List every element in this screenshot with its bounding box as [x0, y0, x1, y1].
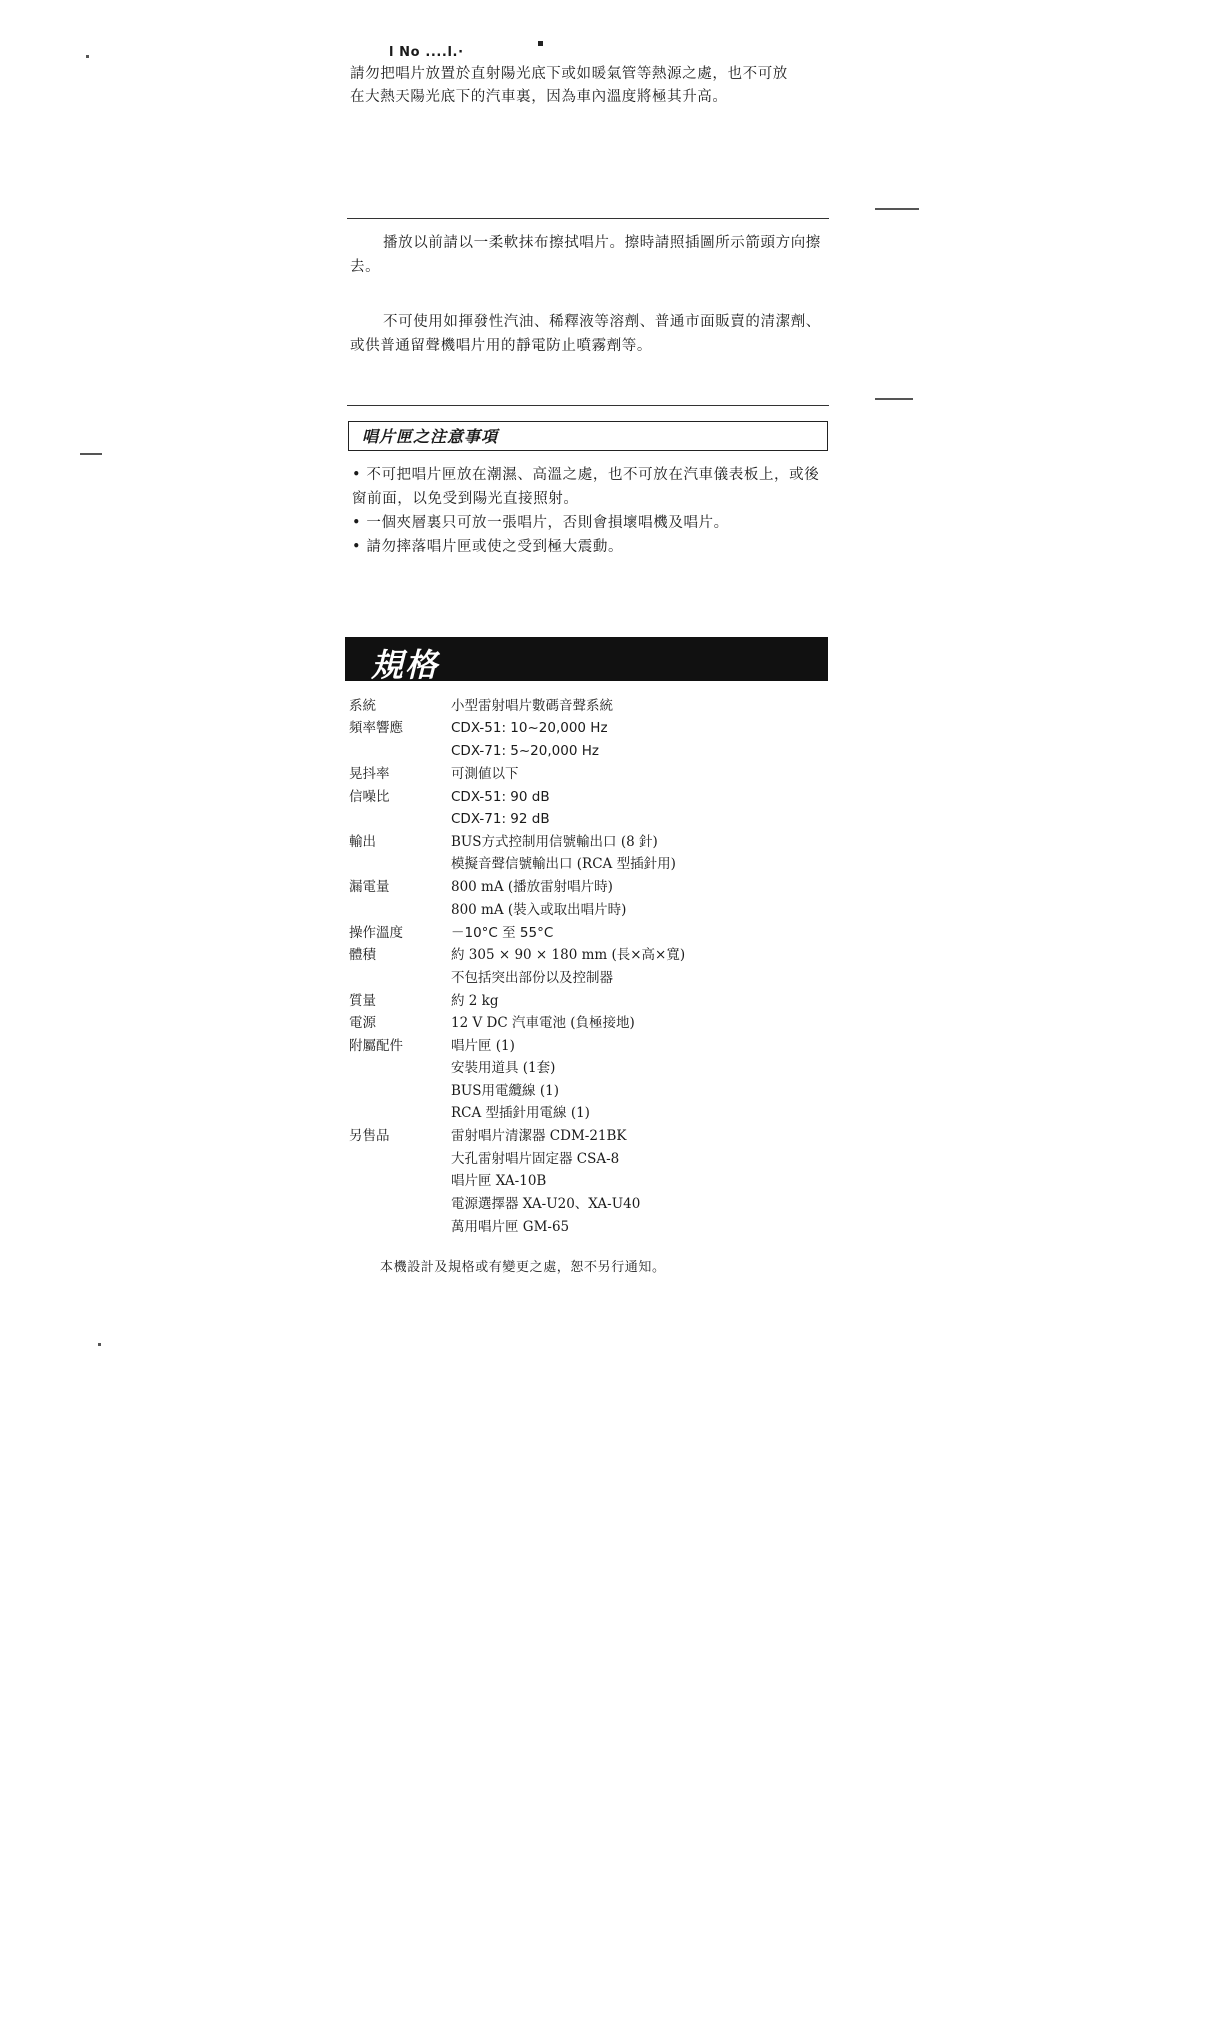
spec-value: 安裝用道具 (1套) — [451, 1060, 556, 1076]
magazine-notes-heading — [348, 421, 828, 451]
scan-mark — [875, 208, 919, 210]
specs-heading — [345, 637, 828, 684]
spec-value: 可測値以下 — [451, 766, 519, 782]
spec-value: 800 mA (裝入或取出唱片時) — [451, 902, 627, 918]
scan-mark — [538, 41, 543, 46]
spec-label: 系統 — [349, 698, 376, 714]
spec-label: 信噪比 — [349, 789, 390, 805]
spec-value: 萬用唱片匣 GM-65 — [451, 1219, 570, 1235]
spec-value: RCA 型插針用電線 (1) — [451, 1105, 590, 1121]
spec-value: 約 305 × 90 × 180 mm (長×高×寬) — [451, 947, 686, 963]
cleaning-line-2: 去。 — [350, 259, 381, 275]
spec-value: 約 2 kg — [451, 993, 499, 1009]
spec-label: 體積 — [349, 947, 376, 963]
spec-value: BUS用電纜線 (1) — [451, 1083, 559, 1099]
divider — [347, 405, 829, 406]
scan-mark — [875, 398, 913, 400]
scan-mark — [80, 453, 102, 455]
spec-value: 模擬音聲信號輸出口 (RCA 型插針用) — [451, 856, 676, 872]
spec-value: 電源選擇器 XA-U20、XA-U40 — [451, 1196, 641, 1212]
sunlight-line-2: 在大熱天陽光底下的汽車裏，因為車內溫度將極其升高。 — [350, 89, 728, 105]
specs-title: 規格 — [371, 646, 440, 684]
scan-mark — [86, 55, 89, 58]
specs-footer-note: 本機設計及規格或有變更之處，恕不另行通知。 — [380, 1260, 666, 1275]
magazine-note-1-line-1: • 不可把唱片匣放在潮濕、高溫之處，也不可放在汽車儀表板上，或後 — [352, 467, 820, 483]
spec-label: 另售品 — [349, 1128, 390, 1144]
spec-value: 雷射唱片清潔器 CDM-21BK — [451, 1128, 627, 1144]
spec-value: CDX-51: 10~20,000 Hz — [451, 720, 608, 736]
magazine-note-3: • 請勿摔落唱片匣或使之受到極大震動。 — [352, 539, 624, 555]
spec-label: 頻率響應 — [349, 720, 403, 736]
spec-value: 唱片匣 XA-10B — [451, 1173, 547, 1189]
spec-value: 800 mA (播放雷射唱片時) — [451, 879, 613, 895]
scan-mark — [98, 1343, 101, 1346]
cleaning-line-1: 播放以前請以一柔軟抹布擦拭唱片。擦時請照插圖所示箭頭方向擦 — [383, 235, 821, 251]
divider — [347, 218, 829, 219]
header-fragment: l No ....l.· — [389, 45, 464, 60]
spec-value: 唱片匣 (1) — [451, 1038, 515, 1054]
spec-value: 小型雷射唱片數碼音聲系統 — [451, 698, 613, 714]
spec-label: 附屬配件 — [349, 1038, 403, 1054]
spec-value: 不包括突出部份以及控制器 — [451, 970, 613, 986]
spec-value: 大孔雷射唱片固定器 CSA-8 — [451, 1151, 620, 1167]
spec-label: 晃抖率 — [349, 766, 390, 782]
spec-label: 操作溫度 — [349, 925, 403, 941]
spec-value: CDX-71: 92 dB — [451, 811, 550, 827]
spec-label: 漏電量 — [349, 879, 390, 895]
magazine-note-1-line-2: 窗前面，以免受到陽光直接照射。 — [352, 491, 579, 507]
spec-label: 質量 — [349, 993, 376, 1009]
spec-label: 輸出 — [349, 834, 376, 850]
spec-value: CDX-51: 90 dB — [451, 789, 550, 805]
spec-value: CDX-71: 5~20,000 Hz — [451, 743, 599, 759]
spec-value: 12 V DC 汽車電池 (負極接地) — [451, 1015, 635, 1031]
magazine-note-2: • 一個夾層裏只可放一張唱片，否則會損壞唱機及唱片。 — [352, 515, 729, 531]
spec-value: －10°C 至 55°C — [451, 925, 554, 941]
magazine-notes-title: 唱片匣之注意事項 — [362, 427, 499, 446]
spec-label: 電源 — [349, 1015, 376, 1031]
solvent-line-1: 不可使用如揮發性汽油、稀釋液等溶劑、普通市面販賣的清潔劑、 — [383, 314, 821, 330]
spec-value: BUS方式控制用信號輸出口 (8 針) — [451, 834, 658, 850]
solvent-line-2: 或供普通留聲機唱片用的靜電防止噴霧劑等。 — [350, 338, 652, 354]
sunlight-line-1: 請勿把唱片放置於直射陽光底下或如暖氣管等熱源之處，也不可放 — [350, 66, 788, 82]
